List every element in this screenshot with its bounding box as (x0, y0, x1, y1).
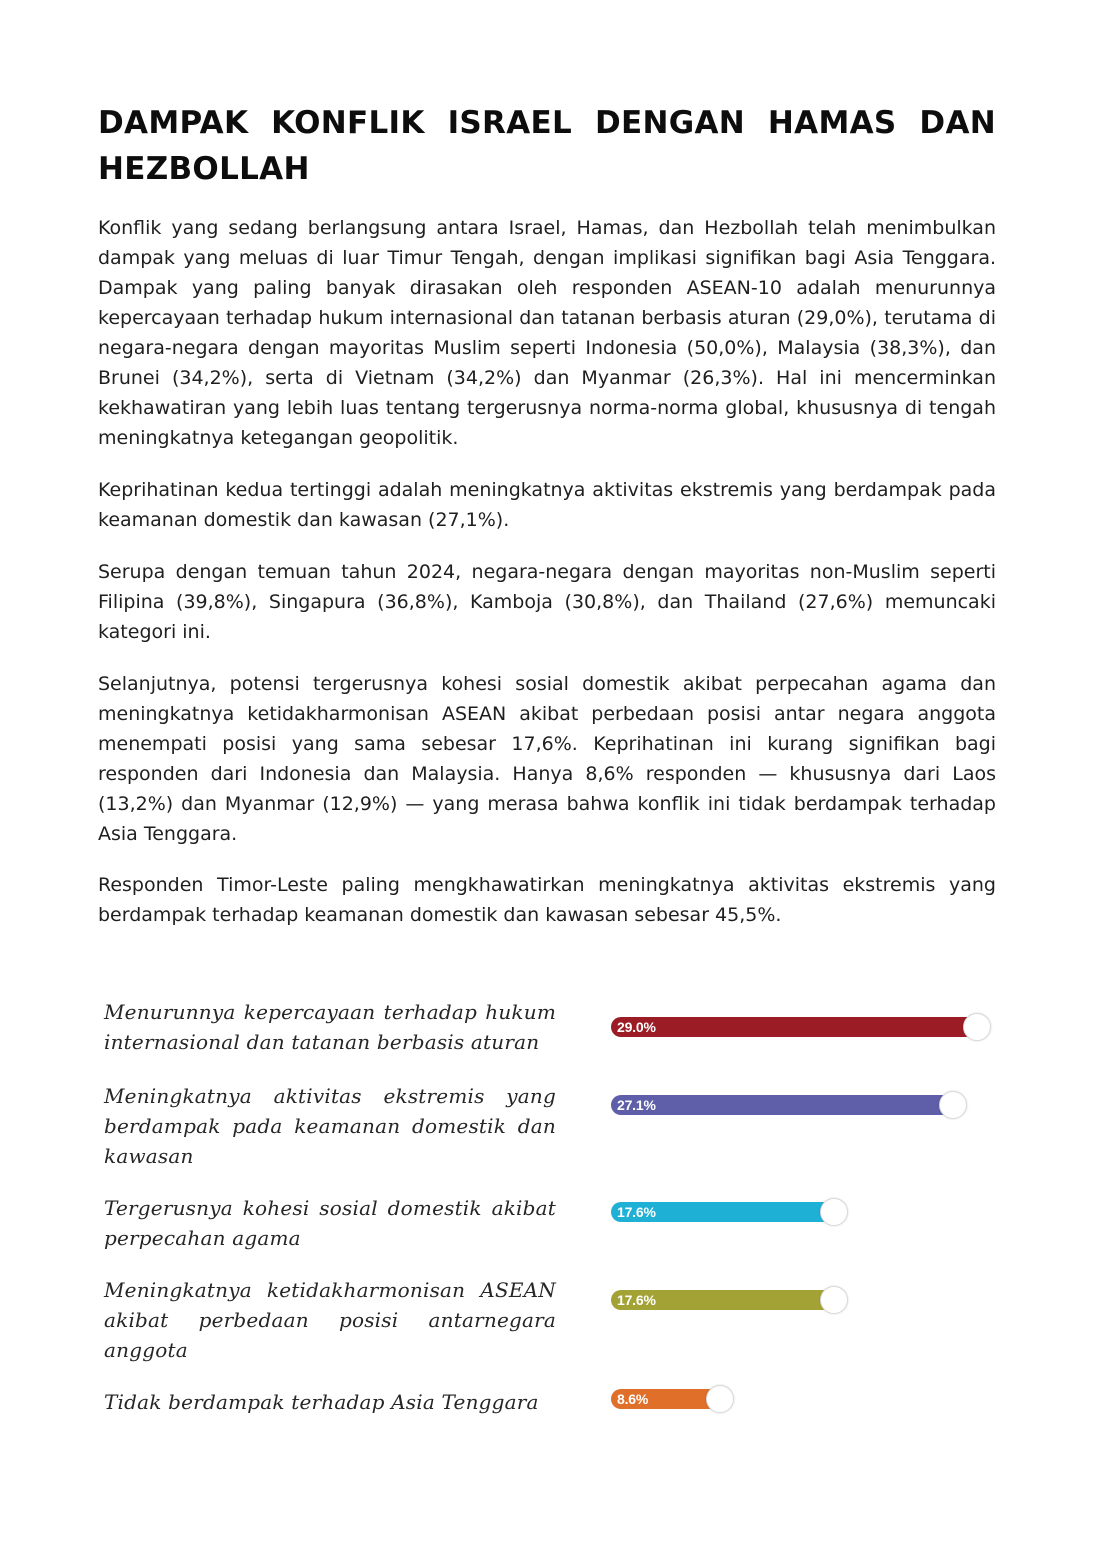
page-title: DAMPAK KONFLIK ISRAEL DENGAN HAMAS DAN HEZBOLLAH (98, 105, 996, 187)
bar-end-knob (820, 1198, 848, 1226)
bar-end-knob (963, 1013, 991, 1041)
paragraph-3: Serupa dengan temuan tahun 2024, negara-negara dengan mayoritas non-Muslim seperti Filipina (39,8%), Singapura (36,8%), Kamboja (30,8%), dan Thailand (27,6%) memuncaki kategori ini. (98, 561, 996, 643)
bar (611, 1202, 833, 1222)
bar-track (611, 1202, 989, 1222)
bar (611, 1095, 952, 1115)
bar-track (611, 1017, 989, 1037)
paragraph-2: Keprihatinan kedua tertinggi adalah meningkatnya aktivitas ekstremis yang berdampak pada keamanan domestik dan kawasan (27,1%). (98, 479, 996, 531)
bar-value-label: 17.6% (617, 1292, 656, 1308)
bar (611, 1389, 719, 1409)
bar (611, 1017, 976, 1037)
bar-value-label: 27.1% (617, 1097, 656, 1113)
chart-category-label: Menurunnya kepercayaan terhadap hukum internasional dan tatanan berbasis aturan (104, 1000, 556, 1054)
bar-value-label: 8.6% (617, 1391, 649, 1407)
chart-category-label: Meningkatnya ketidakharmonisan ASEAN akibat perbedaan posisi antarnegara anggota (104, 1278, 556, 1362)
paragraph-1: Konflik yang sedang berlangsung antara Israel, Hamas, dan Hezbollah telah menimbulkan dampak yang meluas di luar Timur Tengah, dengan implikasi signifikan bagi Asia Tenggara. Dampak yang paling banyak dirasakan oleh responden ASEAN-10 adalah menurunnya kepercayaan terhadap hukum internasional dan tatanan berbasis aturan (29,0%), terutama di negara-negara dengan mayoritas Muslim seperti Indonesia (50,0%), Malaysia (38,3%), dan Brunei (34,2%), serta di Vietnam (34,2%) dan Myanmar (26,3%). Hal ini mencerminkan kekhawatiran yang lebih luas tentang tergerusnya norma-norma global, khususnya di tengah meningkatnya ketegangan geopolitik. (98, 217, 996, 449)
bar-end-knob (939, 1091, 967, 1119)
bar-value-label: 17.6% (617, 1204, 656, 1220)
bar-track (611, 1389, 989, 1409)
paragraph-5: Responden Timor-Leste paling mengkhawatirkan meningkatnya aktivitas ekstremis yang berdampak terhadap keamanan domestik dan kawasan sebesar 45,5%. (98, 874, 996, 926)
paragraph-4: Selanjutnya, potensi tergerusnya kohesi sosial domestik akibat perpecahan agama dan meningkatnya ketidakharmonisan ASEAN akibat perbedaan posisi antar negara anggota menempati posisi yang sama sebesar 17,6%. Keprihatinan ini kurang signifikan bagi responden dari Indonesia dan Malaysia. Hanya 8,6% responden — khususnya dari Laos (13,2%) dan Myanmar (12,9%) — yang merasa bahwa konflik ini tidak berdampak terhadap Asia Tenggara. (98, 673, 996, 845)
bar-value-label: 29.0% (617, 1019, 656, 1035)
bar-end-knob (706, 1385, 734, 1413)
bar-end-knob (820, 1286, 848, 1314)
bar-track (611, 1290, 989, 1310)
chart-category-label: Tidak berdampak terhadap Asia Tenggara (104, 1390, 539, 1414)
bar-track (611, 1095, 989, 1115)
chart-category-label: Tergerusnya kohesi sosial domestik akibat perpecahan agama (104, 1196, 556, 1250)
bar (611, 1290, 833, 1310)
chart-category-label: Meningkatnya aktivitas ekstremis yang berdampak pada keamanan domestik dan kawasan (104, 1084, 556, 1168)
